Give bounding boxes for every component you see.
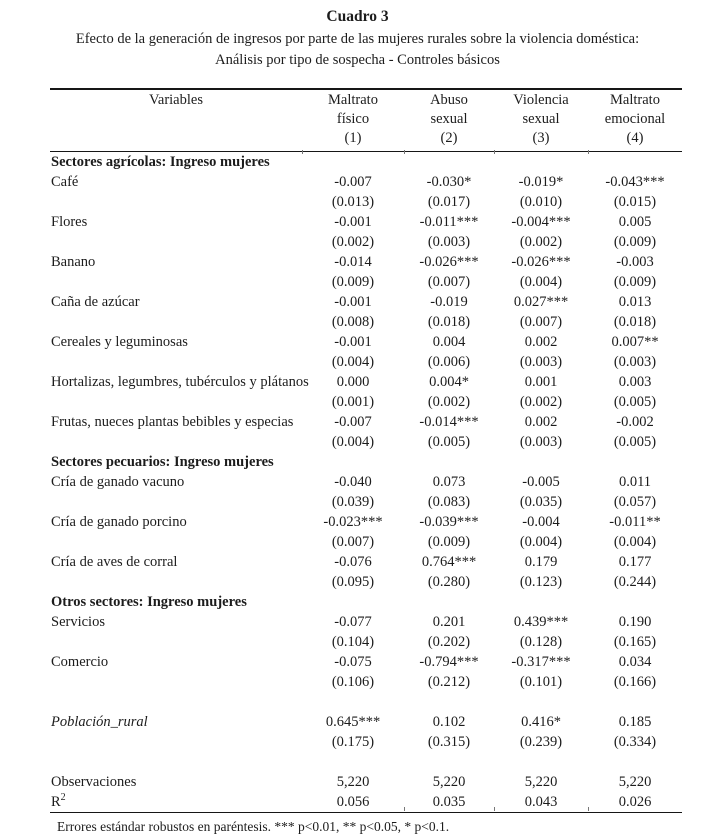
coefficient-value: -0.004 [522, 514, 560, 530]
spacer-row [50, 752, 682, 772]
empty-label-cell [50, 432, 302, 452]
stderr-value: (0.334) [613, 734, 657, 750]
coefficient-row [50, 332, 682, 352]
stat-value: 0.035 [432, 794, 466, 810]
variable-label: Servicios [51, 614, 105, 630]
coefficient-value: -0.019* [518, 174, 564, 190]
stderr-value: (0.106) [331, 674, 375, 690]
table-title: Cuadro 3 [326, 8, 389, 25]
coefficient-value: -0.026*** [511, 254, 571, 270]
stderr-value: (0.004) [331, 354, 375, 370]
coefficient-row [50, 652, 682, 672]
stderr-value: (0.003) [427, 234, 471, 250]
coefficient-row [50, 472, 682, 492]
section-label: Sectores pecuarios: Ingreso mujeres [51, 454, 274, 470]
column-number-2: (2) [440, 130, 458, 146]
subtitle-line-1: Efecto de la generación de ingresos por parte de las mujeres rurales sobre la violencia doméstica: [75, 31, 640, 47]
stderr-value: (0.004) [519, 274, 563, 290]
stderr-value: (0.007) [427, 274, 471, 290]
coefficient-value: 0.073 [432, 474, 466, 490]
coefficient-value: -0.001 [334, 214, 372, 230]
stderr-row [50, 232, 682, 252]
empty-label-cell [50, 532, 302, 552]
column-divider-tick [588, 150, 589, 154]
stderr-value: (0.004) [613, 534, 657, 550]
stderr-value: (0.123) [519, 574, 563, 590]
coefficient-value: 0.645*** [325, 714, 381, 730]
coefficient-value: 0.002 [524, 334, 558, 350]
stat-value: 0.056 [336, 794, 370, 810]
spacer-row [50, 692, 682, 712]
stderr-value: (0.244) [613, 574, 657, 590]
coefficient-value: 0.764*** [421, 554, 477, 570]
stat-value: 5,220 [336, 774, 370, 790]
empty-label-cell [50, 672, 302, 692]
stat-label: $R^2$ [51, 792, 66, 810]
coefficient-value: 0.007** [611, 334, 659, 350]
table-body [50, 152, 682, 813]
coefficient-value: -0.794*** [419, 654, 479, 670]
coefficient-row [50, 172, 682, 192]
stderr-value: (0.007) [331, 534, 375, 550]
coefficient-value: 0.003 [618, 374, 652, 390]
empty-label-cell [50, 192, 302, 212]
empty-label-cell [50, 312, 302, 332]
coefficient-value: 0.000 [336, 374, 370, 390]
coefficient-value: 0.177 [618, 554, 652, 570]
coefficient-value: 0.179 [524, 554, 558, 570]
coefficient-value: -0.077 [334, 614, 372, 630]
variable-label: Cría de ganado vacuno [51, 474, 185, 490]
stderr-value: (0.005) [427, 434, 471, 450]
coefficient-value: -0.040 [334, 474, 372, 490]
stat-value: 5,220 [524, 774, 558, 790]
coefficient-value: 0.013 [618, 294, 652, 310]
stderr-value: (0.083) [427, 494, 471, 510]
stderr-value: (0.280) [427, 574, 471, 590]
coefficient-value: -0.007 [334, 174, 372, 190]
coefficient-value: -0.026*** [419, 254, 479, 270]
column-divider-tick [404, 150, 405, 154]
stderr-value: (0.239) [519, 734, 563, 750]
coefficient-value: 0.011 [618, 474, 652, 490]
stderr-value: (0.003) [519, 434, 563, 450]
coefficient-value: 0.416* [521, 714, 561, 730]
stderr-value: (0.002) [427, 394, 471, 410]
stderr-value: (0.165) [613, 634, 657, 650]
stderr-row [50, 572, 682, 592]
stderr-value: (0.101) [519, 674, 563, 690]
coefficient-value: -0.004*** [511, 214, 571, 230]
stderr-value: (0.005) [613, 394, 657, 410]
stat-label: Observaciones [51, 774, 137, 790]
column-divider-tick [494, 150, 495, 154]
subtitle-line-2: Análisis por tipo de sospecha - Controles básicos [215, 52, 500, 68]
column-header-3: Violencia sexual (3) [494, 89, 588, 152]
column-divider-tick [588, 807, 589, 811]
coefficient-value: -0.317*** [511, 654, 571, 670]
stderr-value: (0.005) [613, 434, 657, 450]
coefficient-value: -0.043*** [605, 174, 665, 190]
spacer-cell [50, 752, 682, 772]
section-label: Sectores agrícolas: Ingreso mujeres [51, 154, 270, 170]
stderr-value: (0.003) [519, 354, 563, 370]
coefficient-value: -0.007 [334, 414, 372, 430]
stderr-value: (0.007) [519, 314, 563, 330]
stderr-row [50, 732, 682, 752]
stderr-value: (0.013) [331, 194, 375, 210]
stderr-value: (0.039) [331, 494, 375, 510]
empty-label-cell [50, 392, 302, 412]
stat-value: 0.026 [618, 794, 652, 810]
column-divider-tick [494, 807, 495, 811]
stderr-value: (0.017) [427, 194, 471, 210]
stderr-value: (0.057) [613, 494, 657, 510]
stat-row [50, 772, 682, 792]
stderr-value: (0.035) [519, 494, 563, 510]
coefficient-row [50, 612, 682, 632]
column-number-4: (4) [626, 130, 644, 146]
coefficient-value: -0.011** [609, 514, 661, 530]
coefficient-row [50, 512, 682, 532]
coefficient-value: -0.014 [334, 254, 372, 270]
stderr-row [50, 532, 682, 552]
stderr-row [50, 492, 682, 512]
variable-label: Banano [51, 254, 96, 270]
coefficient-row [50, 292, 682, 312]
variable-label: Flores [51, 214, 88, 230]
variable-label: Hortalizas, legumbres, tubérculos y plátanos [51, 374, 309, 390]
variable-label: Caña de azúcar [51, 294, 140, 310]
coefficient-value: -0.003 [616, 254, 654, 270]
empty-label-cell [50, 352, 302, 372]
coefficient-row [50, 372, 682, 392]
coefficient-row [50, 552, 682, 572]
empty-label-cell [50, 232, 302, 252]
coefficient-value: 0.102 [432, 714, 466, 730]
section-row [50, 592, 682, 612]
empty-label-cell [50, 732, 302, 752]
coefficient-value: -0.075 [334, 654, 372, 670]
section-label: Otros sectores: Ingreso mujeres [51, 594, 247, 610]
column-header-4: Maltrato emocional (4) [588, 89, 682, 152]
variable-label: Comercio [51, 654, 109, 670]
column-divider-tick [404, 807, 405, 811]
coefficient-value: -0.019 [430, 294, 468, 310]
coefficient-value: -0.076 [334, 554, 372, 570]
table-subtitle [0, 29, 715, 71]
stderr-value: (0.128) [519, 634, 563, 650]
empty-label-cell [50, 632, 302, 652]
empty-label-cell [50, 492, 302, 512]
stderr-value: (0.095) [331, 574, 375, 590]
coefficient-value: 0.004 [432, 334, 466, 350]
regression-table [50, 88, 682, 813]
spacer-cell [50, 692, 682, 712]
stderr-row [50, 352, 682, 372]
stderr-value: (0.018) [613, 314, 657, 330]
coefficient-value: -0.039*** [419, 514, 479, 530]
stderr-value: (0.315) [427, 734, 471, 750]
stderr-value: (0.009) [331, 274, 375, 290]
stderr-value: (0.006) [427, 354, 471, 370]
regression-table-wrap [50, 88, 682, 813]
stderr-value: (0.009) [613, 274, 657, 290]
column-header-1: Maltrato físico (1) [302, 89, 404, 152]
column-number-3: (3) [532, 130, 550, 146]
coefficient-value: 0.002 [524, 414, 558, 430]
column-number-1: (1) [344, 130, 362, 146]
stat-value: 5,220 [432, 774, 466, 790]
coefficient-row [50, 712, 682, 732]
stderr-value: (0.008) [331, 314, 375, 330]
table-header [50, 89, 682, 152]
column-header-variables: Variables [149, 92, 203, 108]
stderr-value: (0.212) [427, 674, 471, 690]
empty-label-cell [50, 272, 302, 292]
stderr-row [50, 312, 682, 332]
stderr-value: (0.002) [331, 234, 375, 250]
coefficient-value: 0.004* [429, 374, 469, 390]
coefficient-value: 0.034 [618, 654, 652, 670]
coefficient-value: 0.190 [618, 614, 652, 630]
stderr-value: (0.001) [331, 394, 375, 410]
stderr-value: (0.175) [331, 734, 375, 750]
coefficient-value: 0.001 [524, 374, 558, 390]
stderr-row [50, 632, 682, 652]
column-header-2: Abuso sexual (2) [404, 89, 494, 152]
stderr-value: (0.004) [519, 534, 563, 550]
variable-label: Cría de ganado porcino [51, 514, 187, 530]
stderr-row [50, 272, 682, 292]
stat-value: 0.043 [524, 794, 558, 810]
stat-value: 5,220 [618, 774, 652, 790]
stderr-value: (0.202) [427, 634, 471, 650]
stderr-value: (0.009) [427, 534, 471, 550]
coefficient-value: 0.185 [618, 714, 652, 730]
coefficient-value: -0.005 [522, 474, 560, 490]
variable-label: Cría de aves de corral [51, 554, 178, 570]
coefficient-value: -0.030* [426, 174, 472, 190]
coefficient-value: -0.001 [334, 334, 372, 350]
coefficient-value: 0.027*** [513, 294, 569, 310]
table-footnote: Errores estándar robustos en paréntesis. *** p<0.01, ** p<0.05, * p<0.1. [57, 819, 450, 834]
column-divider-tick [302, 150, 303, 154]
stderr-value: (0.002) [519, 394, 563, 410]
coefficient-value: -0.023*** [323, 514, 383, 530]
stderr-value: (0.002) [519, 234, 563, 250]
coefficient-value: 0.439*** [513, 614, 569, 630]
coefficient-value: -0.014*** [419, 414, 479, 430]
stderr-value: (0.003) [613, 354, 657, 370]
variable-label: Cereales y leguminosas [51, 334, 188, 350]
coefficient-row [50, 412, 682, 432]
stderr-value: (0.015) [613, 194, 657, 210]
coefficient-value: -0.002 [616, 414, 654, 430]
coefficient-value: 0.005 [618, 214, 652, 230]
stderr-value: (0.018) [427, 314, 471, 330]
coefficient-row [50, 252, 682, 272]
stderr-value: (0.004) [331, 434, 375, 450]
stderr-value: (0.010) [519, 194, 563, 210]
stderr-row [50, 192, 682, 212]
empty-label-cell [50, 572, 302, 592]
variable-label: Café [51, 174, 79, 190]
coefficient-value: -0.001 [334, 294, 372, 310]
section-row [50, 452, 682, 472]
coefficient-value: 0.201 [432, 614, 466, 630]
stderr-row [50, 392, 682, 412]
stderr-value: (0.166) [613, 674, 657, 690]
coefficient-value: -0.011*** [419, 214, 479, 230]
section-row [50, 152, 682, 173]
variable-label: Población_rural [51, 714, 148, 730]
stderr-value: (0.009) [613, 234, 657, 250]
coefficient-row [50, 212, 682, 232]
variable-label: Frutas, nueces plantas bebibles y especias [51, 414, 294, 430]
stderr-value: (0.104) [331, 634, 375, 650]
stderr-row [50, 432, 682, 452]
stderr-row [50, 672, 682, 692]
